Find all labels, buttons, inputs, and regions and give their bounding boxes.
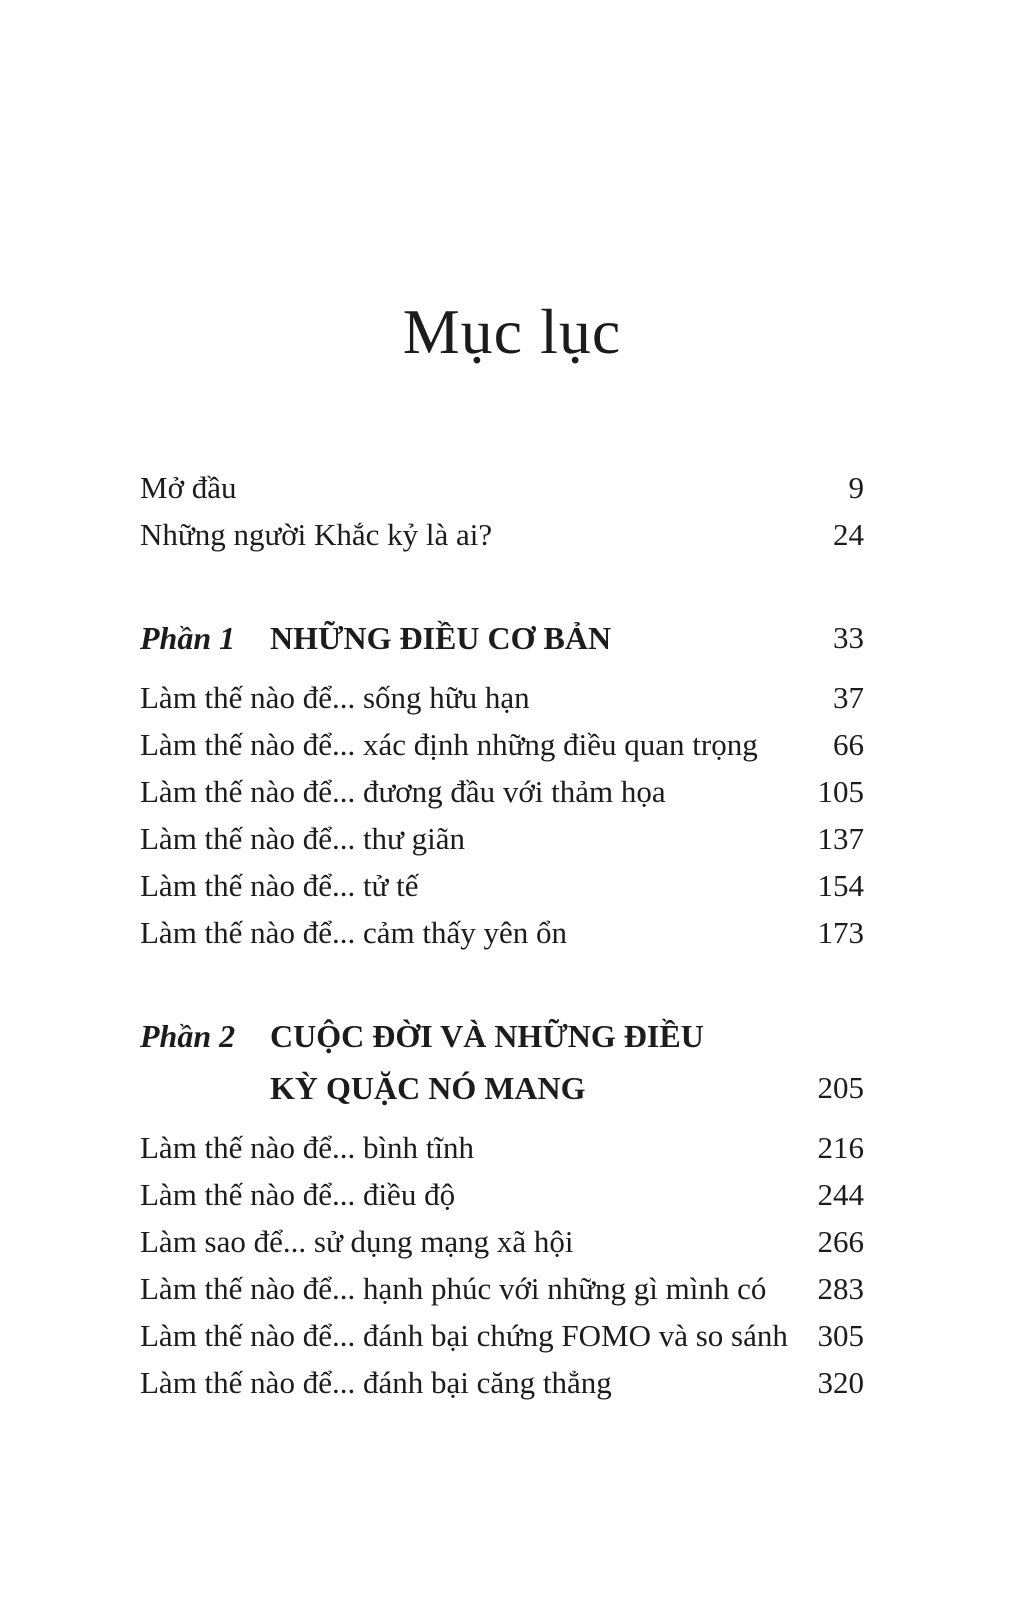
entry-title: Làm thế nào để... đánh bại chứng FOMO và so sánh: [140, 1318, 788, 1353]
entry-page-number: 244: [817, 1177, 864, 1212]
entry-title: Làm thế nào để... tử tế: [140, 868, 419, 903]
toc-entry-row: [140, 511, 864, 558]
toc-entry-row: [140, 1265, 864, 1312]
entry-title: Mở đầu: [140, 470, 237, 505]
section-page-number: 205: [817, 1070, 864, 1105]
part-title-line: KỲ QUẶC NÓ MANG: [270, 1070, 586, 1106]
entry-title: Làm thế nào để... đương đầu với thảm họa: [140, 774, 666, 809]
toc-entry-row: [140, 1171, 864, 1218]
entry-page-number: 37: [833, 680, 864, 715]
entry-page-number: 283: [817, 1271, 864, 1306]
entry-page-number: 9: [848, 470, 864, 505]
toc-entry-row: [140, 815, 864, 862]
entry-page-number: 66: [833, 727, 864, 762]
entry-page-number: 173: [817, 915, 864, 950]
entry-title: Làm thế nào để... điều độ: [140, 1177, 456, 1212]
entry-page-number: 305: [817, 1318, 864, 1353]
toc-entry-row: [140, 721, 864, 768]
entry-title: Làm thế nào để... hạnh phúc với những gì mình có: [140, 1271, 767, 1306]
section-entries: [140, 674, 864, 956]
entry-page-number: 137: [817, 821, 864, 856]
part-label: Phần 1: [140, 620, 236, 656]
section-entries: [140, 1124, 864, 1406]
entry-title: Làm thế nào để... bình tĩnh: [140, 1130, 475, 1165]
entry-title: Làm thế nào để... cảm thấy yên ổn: [140, 915, 567, 950]
toc-entry-row: [140, 862, 864, 909]
entry-title: Làm thế nào để... xác định những điều quan trọng: [140, 727, 758, 762]
table-of-contents: [140, 464, 864, 1406]
part-title: [270, 612, 809, 664]
entry-page-number: 266: [817, 1224, 864, 1259]
toc-entry-row: [140, 768, 864, 815]
entry-title: Những người Khắc kỷ là ai?: [140, 517, 493, 552]
entry-title: Làm thế nào để... thư giãn: [140, 821, 465, 856]
part-title-line: CUỘC ĐỜI VÀ NHỮNG ĐIỀU: [270, 1018, 704, 1054]
entry-page-number: 105: [817, 774, 864, 809]
entry-title: Làm sao để... sử dụng mạng xã hội: [140, 1224, 574, 1259]
part-title: [270, 1010, 794, 1114]
toc-entry-row: [140, 1359, 864, 1406]
entry-page-number: 154: [817, 868, 864, 903]
entry-title: Làm thế nào để... sống hữu hạn: [140, 680, 530, 715]
section-heading-row: [140, 612, 864, 664]
toc-entry-row: [140, 674, 864, 721]
entry-page-number: 320: [817, 1365, 864, 1400]
page-title: Mục lục: [402, 296, 622, 367]
section-heading-row: [140, 1010, 864, 1114]
toc-entry-row: [140, 1312, 864, 1359]
section-page-number: 33: [833, 620, 864, 655]
part-label: Phần 2: [140, 1018, 236, 1054]
entry-page-number: 24: [833, 517, 864, 552]
toc-entry-row: [140, 464, 864, 511]
part-title-line: NHỮNG ĐIỀU CƠ BẢN: [270, 620, 612, 656]
toc-entry-row: [140, 1218, 864, 1265]
entry-title: Làm thế nào để... đánh bại căng thẳng: [140, 1365, 612, 1400]
toc-entry-row: [140, 1124, 864, 1171]
toc-entry-row: [140, 909, 864, 956]
entry-page-number: 216: [817, 1130, 864, 1165]
